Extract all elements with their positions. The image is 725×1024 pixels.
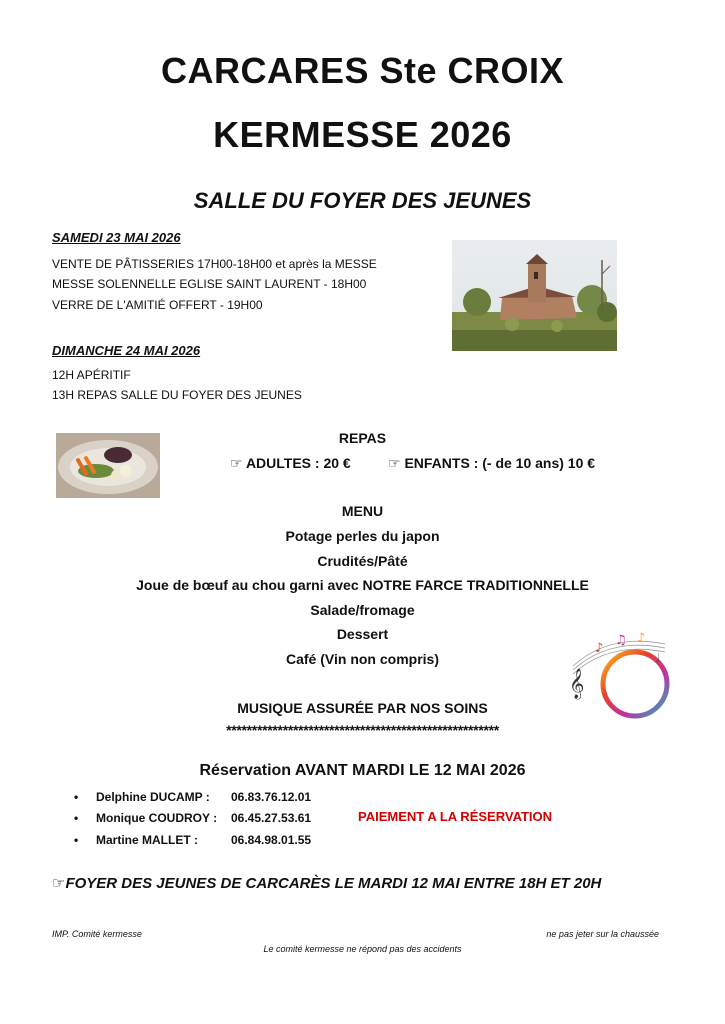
menu-item: Salade/fromage: [310, 602, 415, 618]
footer-right: ne pas jeter sur la chaussée: [546, 929, 659, 939]
menu-title: MENU: [341, 503, 384, 519]
contact-phone: 06.45.27.53.61: [231, 811, 312, 825]
bullet-icon: •: [74, 811, 79, 825]
contact-name: Delphine DUCAMP :: [96, 790, 210, 804]
children-price: [388, 455, 595, 472]
kermesse-title: KERMESSE 2026: [213, 114, 512, 155]
menu-item: Crudités/Pâté: [317, 553, 408, 569]
svg-text:♪: ♪: [637, 631, 646, 646]
menu-item: Dessert: [336, 626, 389, 642]
menu-item: Café (Vin non compris): [286, 651, 439, 667]
contact-name: Monique COUDROY :: [96, 811, 218, 825]
music-text: MUSIQUE ASSURÉE PAR NOS SOINS: [237, 700, 488, 716]
svg-text:♫: ♫: [615, 633, 627, 648]
reservation-title: Réservation AVANT MARDI LE 12 MAI 2026: [199, 762, 526, 779]
children-price-label: ENFANTS : (- de 10 ans) 10 €: [404, 455, 596, 471]
bullet-icon: •: [74, 790, 79, 804]
contact-name: Martine MALLET :: [96, 833, 198, 847]
payment-notice: PAIEMENT A LA RÉSERVATION: [358, 809, 553, 824]
saturday-line-1: VENTE DE PÂTISSERIES 17H00-18H00 et après la MESSE: [52, 257, 377, 271]
svg-text:♩: ♩: [655, 651, 661, 665]
sunday-line-2: 13H REPAS SALLE DU FOYER DES JEUNES: [52, 388, 302, 402]
contact-row: [74, 811, 78, 825]
menu-item: Potage perles du japon: [285, 528, 440, 544]
menu-item: Joue de bœuf au chou garni avec NOTRE FARCE TRADITIONNELLE: [136, 577, 589, 593]
foyer-reservation: ☞FOYER DES JEUNES DE CARCARÈS LE MARDI 12 MAI ENTRE 18H ET 20H: [52, 875, 602, 892]
saturday-heading: SAMEDI 23 MAI 2026: [52, 230, 181, 245]
contact-row: [74, 833, 78, 847]
saturday-line-2: MESSE SOLENNELLE EGLISE SAINT LAURENT - 18H00: [52, 277, 367, 291]
saturday-line-3: VERRE DE L'AMITIÉ OFFERT - 19H00: [52, 298, 263, 312]
footer-left: IMP. Comité kermesse: [52, 929, 142, 939]
contact-phone: 06.84.98.01.55: [231, 833, 312, 847]
footer-center: Le comité kermesse ne répond pas des accidents: [263, 944, 462, 954]
svg-text:𝄞: 𝄞: [569, 669, 585, 699]
svg-text:♪: ♪: [595, 641, 604, 656]
hand-pointer-icon: ☞: [230, 455, 243, 471]
repas-title: REPAS: [338, 430, 387, 446]
stars-divider: *****************************************************: [226, 722, 499, 738]
event-title: CARCARES Ste CROIX: [160, 50, 565, 91]
hand-pointer-icon: ☞: [388, 455, 401, 471]
bullet-icon: •: [74, 833, 79, 847]
sunday-line-1: 12H APÉRITIF: [52, 368, 131, 382]
church-photo: [452, 240, 617, 351]
sunday-heading: DIMANCHE 24 MAI 2026: [52, 343, 201, 358]
adults-price: [230, 455, 351, 472]
contact-row: [74, 790, 78, 804]
adults-price-label: ADULTES : 20 €: [245, 455, 351, 471]
contact-phone: 06.83.76.12.01: [231, 790, 312, 804]
venue-title: SALLE DU FOYER DES JEUNES: [193, 188, 532, 213]
